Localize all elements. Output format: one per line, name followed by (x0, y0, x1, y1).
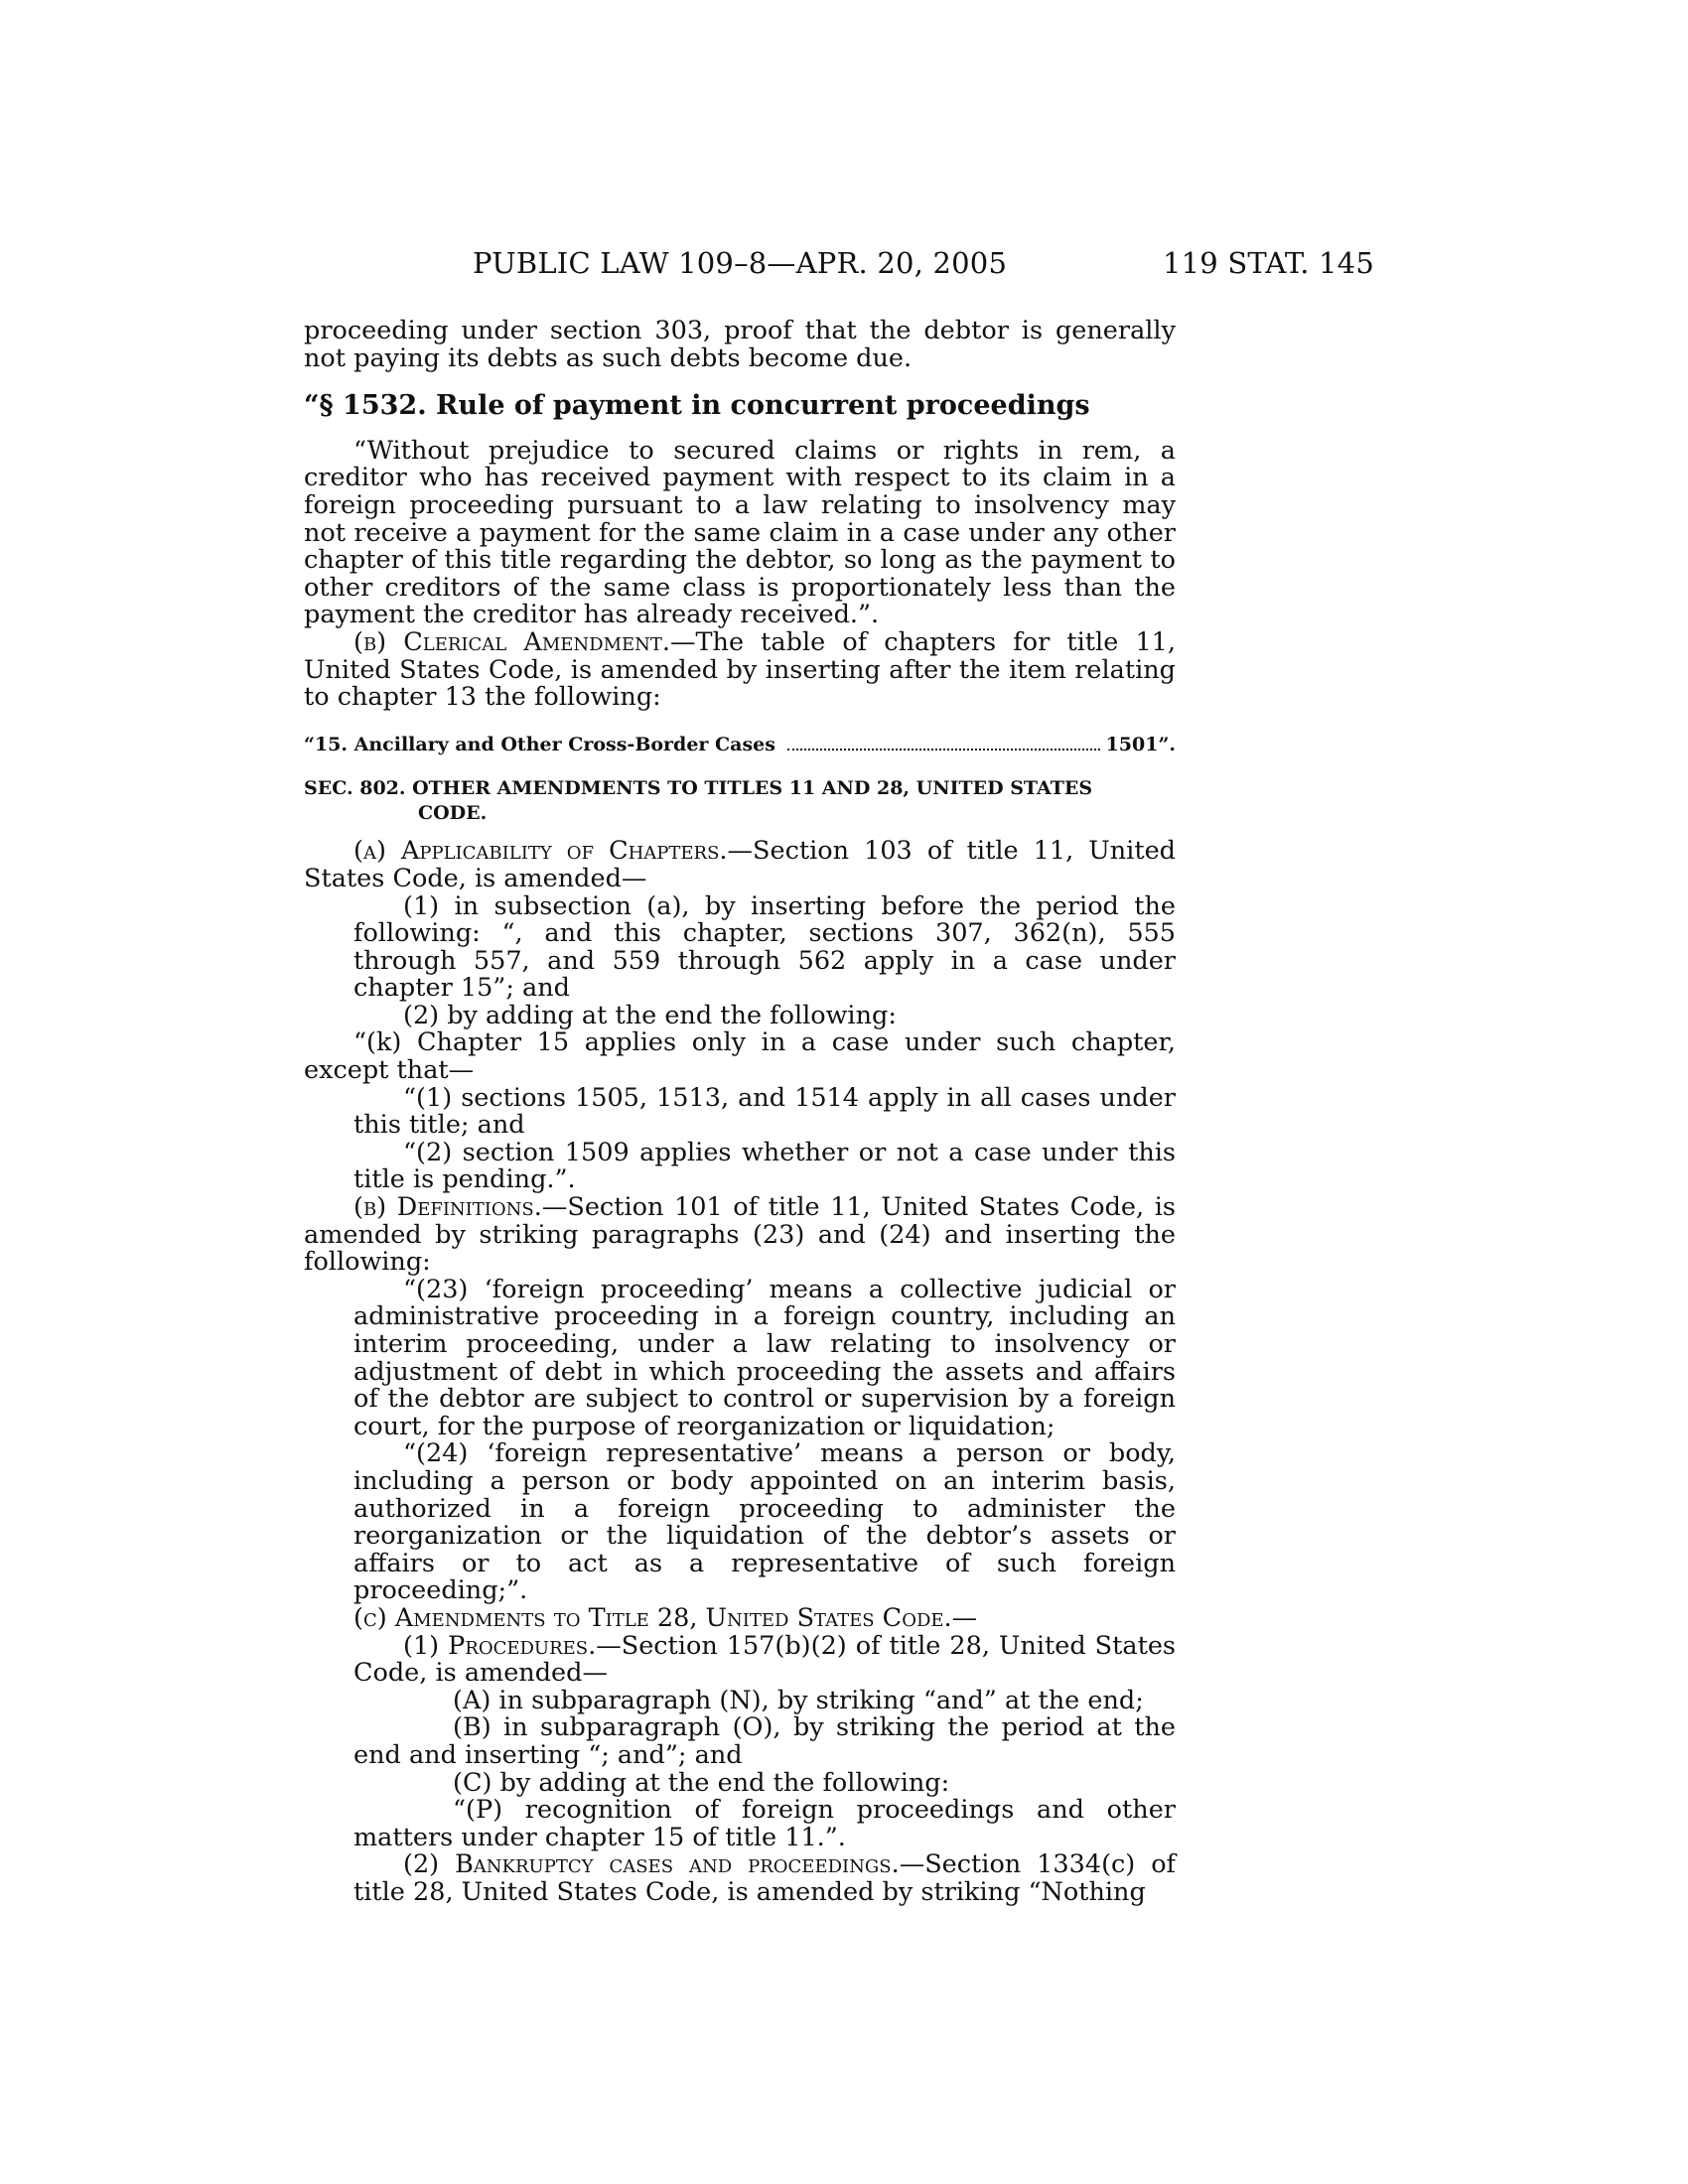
paragraph-a-label: (a) Applicability of Chapters. (353, 836, 728, 867)
definition-24: “(24) ‘foreign representative’ means a person or body, including a person or body appointed on an interim basis, authorized in a foreign proceeding to administer the reorganization or the liquidation of the debtor’s assets or affairs or to act as a representative of such foreign proceeding;”. (353, 1438, 1176, 1606)
toc-leader-dots (787, 749, 1100, 751)
paragraph-k2: “(2) section 1509 applies whether or not a case under this title is pending.”. (353, 1137, 1176, 1195)
toc-entry-title: “15. Ancillary and Other Cross-Border Cases (304, 733, 775, 755)
table-of-chapters-entry (304, 732, 1176, 759)
definition-23: “(23) ‘foreign proceeding’ means a collective judicial or administrative proceeding in a foreign country, including an interim proceeding, under a law relating to insolvency or adjustment of debt in which proceeding the assets and affairs of the debtor are subject to control or supervision by a foreign court, for the purpose of reorganization or liquidation; (353, 1274, 1176, 1441)
paragraph-k: “(k) Chapter 15 applies only in a case under such chapter, except that— (304, 1027, 1176, 1086)
clerical-amendment-text: —The table of chapters for title 11, United States Code, is amended by inserting after the item relating to chapter 13 the following: (304, 626, 1176, 713)
section-802-heading (304, 776, 1176, 826)
paragraph-c2 (353, 1851, 1176, 1906)
paragraph-c1 (353, 1630, 1176, 1689)
paragraph-1532-text: “Without prejudice to secured claims or rights in rem, a creditor who has received payment with respect to its claim in a foreign proceeding pursuant to a law relating to insolvency may not receive a payment for the same claim in a case under any other chapter of this title regarding the debtor, so long as the payment to other creditors of the same class is proportionately less than the payment the creditor has already received.”. (304, 435, 1176, 630)
paragraph-a-text: —Section 103 of title 11, United States Code, is amended— (304, 836, 1176, 893)
paragraph-cP: “(P) recognition of foreign proceedings and other matters under chapter 15 of title 11.”. (353, 1795, 1176, 1852)
paragraph-a1: (1) in subsection (a), by inserting before the period the following: “, and this chapter, sections 307, 362(n), 555 through 557, and 559 through 562 apply in a case under chapter 15”; and (353, 890, 1176, 1004)
paragraph-clerical-amendment (304, 626, 1176, 713)
document-body (304, 318, 1176, 1906)
running-head: PUBLIC LAW 109–8—APR. 20, 2005 (473, 246, 1008, 280)
paragraph-cC: (C) by adding at the end the following: (453, 1767, 950, 1798)
paragraph-a (304, 838, 1176, 892)
paragraph-cA: (A) in subparagraph (N), by striking “and” at the end; (453, 1685, 1144, 1715)
paragraph-continuation: proceeding under section 303, proof that the debtor is generally not paying its debts as such debts become due. (304, 316, 1176, 373)
section-802-heading-line1: SEC. 802. OTHER AMENDMENTS TO TITLES 11 AND 28, UNITED STATES (304, 777, 1093, 800)
paragraph-c1-label: (1) Procedures. (403, 1630, 597, 1661)
paragraph-c2-label: (2) Bankruptcy cases and proceedings. (403, 1849, 900, 1880)
paragraph-a2: (2) by adding at the end the following: (403, 1000, 897, 1030)
paragraph-b (304, 1194, 1176, 1277)
clerical-amendment-label: (b) Clerical Amendment. (353, 626, 671, 657)
page-number: 119 STAT. 145 (1162, 246, 1374, 280)
paragraph-c2-text: —Section 1334(c) of title 28, United States Code, is amended by striking “Nothing (353, 1849, 1176, 1907)
paragraph-c-label: (c) Amendments to Title 28, United States Code. (353, 1602, 952, 1633)
section-802-heading-line2: CODE. (418, 802, 488, 825)
paragraph-k1: “(1) sections 1505, 1513, and 1514 apply in all cases under this title; and (353, 1082, 1176, 1141)
section-1532-heading: “§ 1532. Rule of payment in concurrent proceedings (304, 390, 1090, 422)
paragraph-c (304, 1602, 1176, 1633)
paragraph-b-text: —Section 101 of title 11, United States Code, is amended by striking paragraphs (23) and (24) and inserting the following: (304, 1192, 1176, 1278)
toc-entry-number: 1501”. (1105, 733, 1176, 755)
paragraph-b-label: (b) Definitions. (353, 1192, 542, 1223)
paragraph-c-text: — (951, 1602, 978, 1633)
paragraph-c1-text: —Section 157(b)(2) of title 28, United States Code, is amended— (353, 1630, 1176, 1689)
paragraph-cB: (B) in subparagraph (O), by striking the period at the end and inserting “; and”; and (353, 1712, 1176, 1770)
